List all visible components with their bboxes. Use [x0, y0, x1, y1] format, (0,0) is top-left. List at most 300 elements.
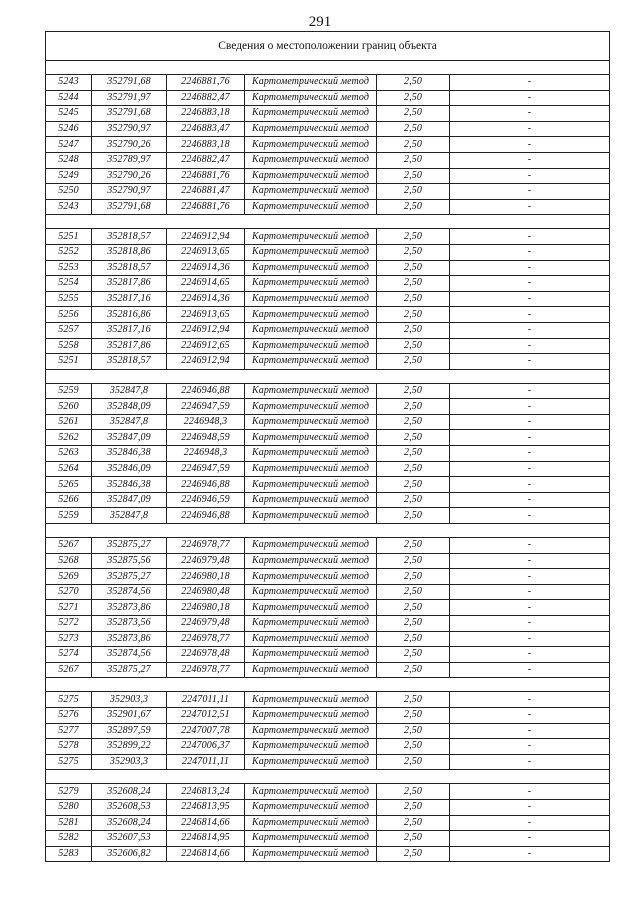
y-coordinate-cell: 2246978,48	[167, 647, 245, 663]
group-separator-cell	[46, 369, 610, 383]
method-cell: Картометрический метод	[245, 508, 377, 524]
point-number-cell: 5270	[46, 584, 92, 600]
method-cell: Картометрический метод	[245, 414, 377, 430]
method-cell: Картометрический метод	[245, 569, 377, 585]
table-row	[46, 322, 610, 338]
description-cell: -	[450, 260, 610, 276]
x-coordinate-cell: 352847,09	[92, 492, 167, 508]
x-coordinate-cell: 352874,56	[92, 584, 167, 600]
accuracy-cell: 2,50	[377, 631, 450, 647]
x-coordinate-cell: 352847,8	[92, 383, 167, 399]
table-row	[46, 229, 610, 245]
y-coordinate-cell: 2247012,51	[167, 707, 245, 723]
description-cell: -	[450, 307, 610, 323]
y-coordinate-cell: 2246881,47	[167, 184, 245, 200]
description-cell: -	[450, 229, 610, 245]
point-number-cell: 5255	[46, 291, 92, 307]
accuracy-cell: 2,50	[377, 707, 450, 723]
accuracy-cell: 2,50	[377, 152, 450, 168]
y-coordinate-cell: 2246814,95	[167, 831, 245, 847]
method-cell: Картометрический метод	[245, 184, 377, 200]
x-coordinate-cell: 352901,67	[92, 707, 167, 723]
method-cell: Картометрический метод	[245, 276, 377, 292]
accuracy-cell: 2,50	[377, 461, 450, 477]
description-cell: -	[450, 846, 610, 862]
description-cell: -	[450, 291, 610, 307]
accuracy-cell: 2,50	[377, 276, 450, 292]
method-cell: Картометрический метод	[245, 260, 377, 276]
x-coordinate-cell: 352847,09	[92, 430, 167, 446]
method-cell: Картометрический метод	[245, 106, 377, 122]
table-title-row	[46, 32, 610, 61]
method-cell: Картометрический метод	[245, 831, 377, 847]
accuracy-cell: 2,50	[377, 815, 450, 831]
description-cell: -	[450, 338, 610, 354]
table-row	[46, 815, 610, 831]
x-coordinate-cell: 352816,86	[92, 307, 167, 323]
y-coordinate-cell: 2246978,77	[167, 662, 245, 678]
x-coordinate-cell: 352817,16	[92, 322, 167, 338]
point-number-cell: 5267	[46, 662, 92, 678]
method-cell: Картометрический метод	[245, 799, 377, 815]
y-coordinate-cell: 2246881,76	[167, 75, 245, 91]
x-coordinate-cell: 352818,57	[92, 260, 167, 276]
x-coordinate-cell: 352903,3	[92, 692, 167, 708]
description-cell: -	[450, 90, 610, 106]
accuracy-cell: 2,50	[377, 754, 450, 770]
description-cell: -	[450, 707, 610, 723]
point-number-cell: 5263	[46, 446, 92, 462]
point-number-cell: 5246	[46, 121, 92, 137]
description-cell: -	[450, 815, 610, 831]
method-cell: Картометрический метод	[245, 75, 377, 91]
table-row	[46, 707, 610, 723]
point-number-cell: 5264	[46, 461, 92, 477]
y-coordinate-cell: 2246882,47	[167, 90, 245, 106]
table-row	[46, 260, 610, 276]
x-coordinate-cell: 352846,38	[92, 446, 167, 462]
point-number-cell: 5277	[46, 723, 92, 739]
method-cell: Картометрический метод	[245, 354, 377, 370]
table-row	[46, 276, 610, 292]
accuracy-cell: 2,50	[377, 322, 450, 338]
y-coordinate-cell: 2246978,77	[167, 631, 245, 647]
y-coordinate-cell: 2246979,48	[167, 616, 245, 632]
point-number-cell: 5282	[46, 831, 92, 847]
x-coordinate-cell: 352818,86	[92, 244, 167, 260]
x-coordinate-cell: 352790,97	[92, 121, 167, 137]
y-coordinate-cell: 2246881,76	[167, 168, 245, 184]
y-coordinate-cell: 2247006,37	[167, 739, 245, 755]
description-cell: -	[450, 354, 610, 370]
y-coordinate-cell: 2246946,88	[167, 508, 245, 524]
accuracy-cell: 2,50	[377, 430, 450, 446]
y-coordinate-cell: 2246946,59	[167, 492, 245, 508]
method-cell: Картометрический метод	[245, 584, 377, 600]
point-number-cell: 5268	[46, 553, 92, 569]
accuracy-cell: 2,50	[377, 414, 450, 430]
accuracy-cell: 2,50	[377, 569, 450, 585]
y-coordinate-cell: 2246912,94	[167, 229, 245, 245]
y-coordinate-cell: 2246980,18	[167, 569, 245, 585]
y-coordinate-cell: 2246883,18	[167, 137, 245, 153]
x-coordinate-cell: 352607,53	[92, 831, 167, 847]
x-coordinate-cell: 352790,97	[92, 184, 167, 200]
accuracy-cell: 2,50	[377, 647, 450, 663]
x-coordinate-cell: 352848,09	[92, 399, 167, 415]
point-number-cell: 5258	[46, 338, 92, 354]
table-row	[46, 569, 610, 585]
table-row	[46, 244, 610, 260]
x-coordinate-cell: 352791,68	[92, 106, 167, 122]
y-coordinate-cell: 2246948,3	[167, 446, 245, 462]
description-cell: -	[450, 492, 610, 508]
accuracy-cell: 2,50	[377, 508, 450, 524]
point-number-cell: 5260	[46, 399, 92, 415]
table-row	[46, 137, 610, 153]
x-coordinate-cell: 352817,86	[92, 276, 167, 292]
description-cell: -	[450, 399, 610, 415]
method-cell: Картометрический метод	[245, 399, 377, 415]
y-coordinate-cell: 2246813,95	[167, 799, 245, 815]
accuracy-cell: 2,50	[377, 799, 450, 815]
x-coordinate-cell: 352790,26	[92, 168, 167, 184]
accuracy-cell: 2,50	[377, 739, 450, 755]
x-coordinate-cell: 352875,27	[92, 569, 167, 585]
point-number-cell: 5279	[46, 784, 92, 800]
table-row	[46, 846, 610, 862]
x-coordinate-cell: 352606,82	[92, 846, 167, 862]
point-number-cell: 5256	[46, 307, 92, 323]
method-cell: Картометрический метод	[245, 137, 377, 153]
accuracy-cell: 2,50	[377, 399, 450, 415]
y-coordinate-cell: 2246912,65	[167, 338, 245, 354]
method-cell: Картометрический метод	[245, 784, 377, 800]
y-coordinate-cell: 2246883,18	[167, 106, 245, 122]
description-cell: -	[450, 569, 610, 585]
y-coordinate-cell: 2246913,65	[167, 307, 245, 323]
description-cell: -	[450, 631, 610, 647]
y-coordinate-cell: 2246912,94	[167, 354, 245, 370]
y-coordinate-cell: 2246948,3	[167, 414, 245, 430]
x-coordinate-cell: 352818,57	[92, 354, 167, 370]
method-cell: Картометрический метод	[245, 383, 377, 399]
point-number-cell: 5251	[46, 354, 92, 370]
method-cell: Картометрический метод	[245, 538, 377, 554]
y-coordinate-cell: 2246946,88	[167, 477, 245, 493]
x-coordinate-cell: 352875,56	[92, 553, 167, 569]
group-separator-row	[46, 678, 610, 692]
description-cell: -	[450, 414, 610, 430]
description-cell: -	[450, 831, 610, 847]
point-number-cell: 5271	[46, 600, 92, 616]
method-cell: Картометрический метод	[245, 754, 377, 770]
table-row	[46, 723, 610, 739]
point-number-cell: 5243	[46, 199, 92, 215]
group-separator-row	[46, 215, 610, 229]
group-separator-cell	[46, 524, 610, 538]
description-cell: -	[450, 121, 610, 137]
accuracy-cell: 2,50	[377, 184, 450, 200]
description-cell: -	[450, 152, 610, 168]
description-cell: -	[450, 553, 610, 569]
description-cell: -	[450, 244, 610, 260]
point-number-cell: 5259	[46, 383, 92, 399]
accuracy-cell: 2,50	[377, 446, 450, 462]
y-coordinate-cell: 2246883,47	[167, 121, 245, 137]
y-coordinate-cell: 2246948,59	[167, 430, 245, 446]
method-cell: Картометрический метод	[245, 229, 377, 245]
method-cell: Картометрический метод	[245, 616, 377, 632]
accuracy-cell: 2,50	[377, 616, 450, 632]
method-cell: Картометрический метод	[245, 338, 377, 354]
method-cell: Картометрический метод	[245, 199, 377, 215]
x-coordinate-cell: 352789,97	[92, 152, 167, 168]
table-title: Сведения о местоположении границ объекта	[46, 32, 610, 61]
x-coordinate-cell: 352875,27	[92, 662, 167, 678]
y-coordinate-cell: 2246882,47	[167, 152, 245, 168]
description-cell: -	[450, 600, 610, 616]
point-number-cell: 5283	[46, 846, 92, 862]
x-coordinate-cell: 352897,59	[92, 723, 167, 739]
point-number-cell: 5244	[46, 90, 92, 106]
group-separator-row	[46, 369, 610, 383]
point-number-cell: 5248	[46, 152, 92, 168]
accuracy-cell: 2,50	[377, 121, 450, 137]
method-cell: Картометрический метод	[245, 322, 377, 338]
description-cell: -	[450, 739, 610, 755]
point-number-cell: 5276	[46, 707, 92, 723]
x-coordinate-cell: 352608,53	[92, 799, 167, 815]
y-coordinate-cell: 2246978,77	[167, 538, 245, 554]
point-number-cell: 5266	[46, 492, 92, 508]
x-coordinate-cell: 352874,56	[92, 647, 167, 663]
accuracy-cell: 2,50	[377, 723, 450, 739]
point-number-cell: 5259	[46, 508, 92, 524]
table-row	[46, 739, 610, 755]
table-row	[46, 184, 610, 200]
point-number-cell: 5254	[46, 276, 92, 292]
group-separator-cell	[46, 61, 610, 75]
page-number: 291	[308, 14, 332, 30]
table-row	[46, 446, 610, 462]
x-coordinate-cell: 352818,57	[92, 229, 167, 245]
description-cell: -	[450, 383, 610, 399]
description-cell: -	[450, 662, 610, 678]
table-row	[46, 121, 610, 137]
table-row	[46, 616, 610, 632]
method-cell: Картометрический метод	[245, 121, 377, 137]
accuracy-cell: 2,50	[377, 584, 450, 600]
table-row	[46, 430, 610, 446]
point-number-cell: 5245	[46, 106, 92, 122]
method-cell: Картометрический метод	[245, 631, 377, 647]
method-cell: Картометрический метод	[245, 846, 377, 862]
point-number-cell: 5251	[46, 229, 92, 245]
method-cell: Картометрический метод	[245, 168, 377, 184]
table-row	[46, 307, 610, 323]
description-cell: -	[450, 616, 610, 632]
description-cell: -	[450, 584, 610, 600]
description-cell: -	[450, 784, 610, 800]
y-coordinate-cell: 2247011,11	[167, 692, 245, 708]
table-row	[46, 383, 610, 399]
table-row	[46, 399, 610, 415]
table-row	[46, 461, 610, 477]
method-cell: Картометрический метод	[245, 446, 377, 462]
table-row	[46, 784, 610, 800]
method-cell: Картометрический метод	[245, 291, 377, 307]
point-number-cell: 5252	[46, 244, 92, 260]
x-coordinate-cell: 352608,24	[92, 815, 167, 831]
method-cell: Картометрический метод	[245, 739, 377, 755]
method-cell: Картометрический метод	[245, 723, 377, 739]
accuracy-cell: 2,50	[377, 90, 450, 106]
description-cell: -	[450, 477, 610, 493]
point-number-cell: 5267	[46, 538, 92, 554]
table-row	[46, 553, 610, 569]
table-row	[46, 831, 610, 847]
table-row	[46, 354, 610, 370]
x-coordinate-cell: 352899,22	[92, 739, 167, 755]
description-cell: -	[450, 137, 610, 153]
point-number-cell: 5272	[46, 616, 92, 632]
accuracy-cell: 2,50	[377, 383, 450, 399]
table-row	[46, 662, 610, 678]
y-coordinate-cell: 2246914,36	[167, 260, 245, 276]
y-coordinate-cell: 2246980,48	[167, 584, 245, 600]
accuracy-cell: 2,50	[377, 307, 450, 323]
table-row	[46, 199, 610, 215]
table-row	[46, 600, 610, 616]
y-coordinate-cell: 2246912,94	[167, 322, 245, 338]
x-coordinate-cell: 352817,86	[92, 338, 167, 354]
description-cell: -	[450, 75, 610, 91]
method-cell: Картометрический метод	[245, 90, 377, 106]
accuracy-cell: 2,50	[377, 538, 450, 554]
accuracy-cell: 2,50	[377, 784, 450, 800]
point-number-cell: 5247	[46, 137, 92, 153]
point-number-cell: 5269	[46, 569, 92, 585]
method-cell: Картометрический метод	[245, 492, 377, 508]
description-cell: -	[450, 723, 610, 739]
table-row	[46, 477, 610, 493]
x-coordinate-cell: 352873,86	[92, 600, 167, 616]
x-coordinate-cell: 352873,56	[92, 616, 167, 632]
point-number-cell: 5250	[46, 184, 92, 200]
method-cell: Картометрический метод	[245, 461, 377, 477]
description-cell: -	[450, 799, 610, 815]
description-cell: -	[450, 276, 610, 292]
method-cell: Картометрический метод	[245, 815, 377, 831]
description-cell: -	[450, 754, 610, 770]
x-coordinate-cell: 352791,68	[92, 75, 167, 91]
description-cell: -	[450, 168, 610, 184]
accuracy-cell: 2,50	[377, 338, 450, 354]
x-coordinate-cell: 352791,97	[92, 90, 167, 106]
method-cell: Картометрический метод	[245, 307, 377, 323]
y-coordinate-cell: 2246946,88	[167, 383, 245, 399]
x-coordinate-cell: 352790,26	[92, 137, 167, 153]
table-row	[46, 152, 610, 168]
table-row	[46, 799, 610, 815]
table-row	[46, 414, 610, 430]
description-cell: -	[450, 508, 610, 524]
table-row	[46, 647, 610, 663]
accuracy-cell: 2,50	[377, 662, 450, 678]
method-cell: Картометрический метод	[245, 600, 377, 616]
table-row	[46, 90, 610, 106]
x-coordinate-cell: 352873,86	[92, 631, 167, 647]
description-cell: -	[450, 647, 610, 663]
group-separator-cell	[46, 215, 610, 229]
y-coordinate-cell: 2246881,76	[167, 199, 245, 215]
method-cell: Картометрический метод	[245, 647, 377, 663]
description-cell: -	[450, 106, 610, 122]
table-row	[46, 338, 610, 354]
accuracy-cell: 2,50	[377, 75, 450, 91]
x-coordinate-cell: 352846,09	[92, 461, 167, 477]
method-cell: Картометрический метод	[245, 707, 377, 723]
accuracy-cell: 2,50	[377, 846, 450, 862]
x-coordinate-cell: 352791,68	[92, 199, 167, 215]
description-cell: -	[450, 446, 610, 462]
table-row	[46, 754, 610, 770]
accuracy-cell: 2,50	[377, 106, 450, 122]
y-coordinate-cell: 2246914,36	[167, 291, 245, 307]
method-cell: Картометрический метод	[245, 152, 377, 168]
table-row	[46, 492, 610, 508]
y-coordinate-cell: 2247007,78	[167, 723, 245, 739]
description-cell: -	[450, 184, 610, 200]
point-number-cell: 5253	[46, 260, 92, 276]
y-coordinate-cell: 2246947,59	[167, 399, 245, 415]
accuracy-cell: 2,50	[377, 354, 450, 370]
y-coordinate-cell: 2246813,24	[167, 784, 245, 800]
point-number-cell: 5275	[46, 692, 92, 708]
point-number-cell: 5280	[46, 799, 92, 815]
x-coordinate-cell: 352847,8	[92, 414, 167, 430]
accuracy-cell: 2,50	[377, 600, 450, 616]
x-coordinate-cell: 352847,8	[92, 508, 167, 524]
table-row	[46, 168, 610, 184]
description-cell: -	[450, 430, 610, 446]
point-number-cell: 5273	[46, 631, 92, 647]
accuracy-cell: 2,50	[377, 260, 450, 276]
x-coordinate-cell: 352875,27	[92, 538, 167, 554]
method-cell: Картометрический метод	[245, 430, 377, 446]
group-separator-cell	[46, 678, 610, 692]
method-cell: Картометрический метод	[245, 477, 377, 493]
description-cell: -	[450, 538, 610, 554]
table-row	[46, 106, 610, 122]
description-cell: -	[450, 322, 610, 338]
point-number-cell: 5281	[46, 815, 92, 831]
point-number-cell: 5262	[46, 430, 92, 446]
group-separator-row	[46, 770, 610, 784]
x-coordinate-cell: 352817,16	[92, 291, 167, 307]
point-number-cell: 5243	[46, 75, 92, 91]
point-number-cell: 5278	[46, 739, 92, 755]
description-cell: -	[450, 692, 610, 708]
accuracy-cell: 2,50	[377, 229, 450, 245]
table-row	[46, 538, 610, 554]
y-coordinate-cell: 2246814,66	[167, 815, 245, 831]
y-coordinate-cell: 2246979,48	[167, 553, 245, 569]
accuracy-cell: 2,50	[377, 477, 450, 493]
method-cell: Картометрический метод	[245, 692, 377, 708]
point-number-cell: 5275	[46, 754, 92, 770]
